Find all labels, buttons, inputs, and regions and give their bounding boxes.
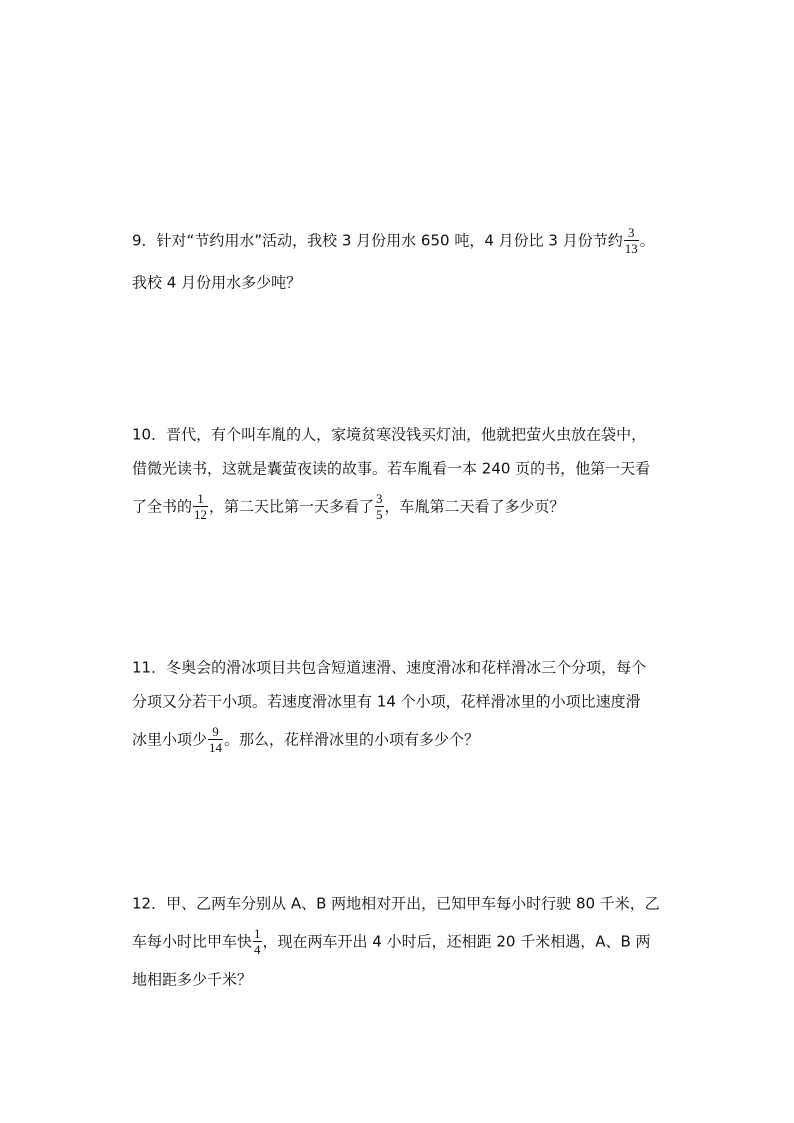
fraction-numerator: 3 — [627, 225, 635, 240]
fraction-numerator: 3 — [376, 491, 383, 506]
fraction — [253, 927, 262, 956]
text-segment: 借微光读书，这就是囊萤夜读的故事。若车胤看一本 240 页的书，他第一天看 — [132, 459, 651, 478]
fraction-denominator: 14 — [209, 740, 223, 755]
text-segment: ，第二天比第一天多看了 — [209, 497, 375, 516]
text-segment: 分项又分若干小项。若速度滑冰里有 14 个小项，花样滑冰里的小项比速度滑 — [132, 692, 641, 711]
fraction-numerator: 9 — [212, 724, 219, 739]
problem-line — [132, 653, 646, 681]
fraction — [624, 226, 639, 255]
text-segment: 地相距多少千米？ — [132, 970, 253, 989]
text-segment: 10．晋代，有个叫车胤的人，家境贫寒没钱买灯油，他就把萤火虫放在袋中， — [132, 425, 647, 444]
text-segment: 。那么，花样滑冰里的小项有多少个？ — [224, 730, 480, 749]
problem-line — [132, 268, 301, 296]
problem-line — [132, 889, 660, 917]
problem-line — [132, 687, 641, 715]
problem-line — [132, 965, 252, 993]
text-segment: ，车胤第二天看了多少页？ — [384, 497, 565, 516]
text-segment: 我校 4 月份用水多少吨？ — [132, 273, 302, 292]
fraction — [208, 725, 223, 754]
fraction-numerator: 1 — [254, 926, 261, 941]
text-segment: 11．冬奥会的滑冰项目共包含短道速滑、速度滑冰和花样滑冰三个分项，每个 — [132, 658, 647, 677]
text-segment: 冰里小项少 — [132, 730, 208, 749]
problem-line — [132, 454, 650, 482]
fraction-denominator: 5 — [376, 507, 383, 522]
problem-line — [132, 420, 646, 448]
fraction — [375, 492, 384, 521]
fraction — [193, 492, 208, 521]
text-segment: 了全书的 — [132, 497, 193, 516]
fraction-denominator: 4 — [254, 942, 261, 957]
problem-line — [132, 927, 651, 955]
problem-line — [132, 226, 655, 254]
text-segment: ，现在两车开出 4 小时后，还相距 20 千米相遇，A、B 两 — [262, 932, 651, 951]
fraction-denominator: 12 — [194, 507, 208, 522]
fraction-numerator: 1 — [197, 491, 204, 506]
text-segment: 。 — [639, 231, 655, 250]
text-segment: 12．甲、乙两车分别从 A、B 两地相对开出，已知甲车每小时行驶 80 千米，乙 — [132, 894, 660, 913]
fraction-denominator: 13 — [624, 241, 638, 256]
text-segment: 9．针对“节约用水”活动，我校 3 月份用水 650 吨，4 月份比 3 月份节约 — [132, 231, 623, 250]
problem-line — [132, 492, 565, 520]
problem-line — [132, 725, 479, 753]
text-segment: 车每小时比甲车快 — [132, 932, 253, 951]
